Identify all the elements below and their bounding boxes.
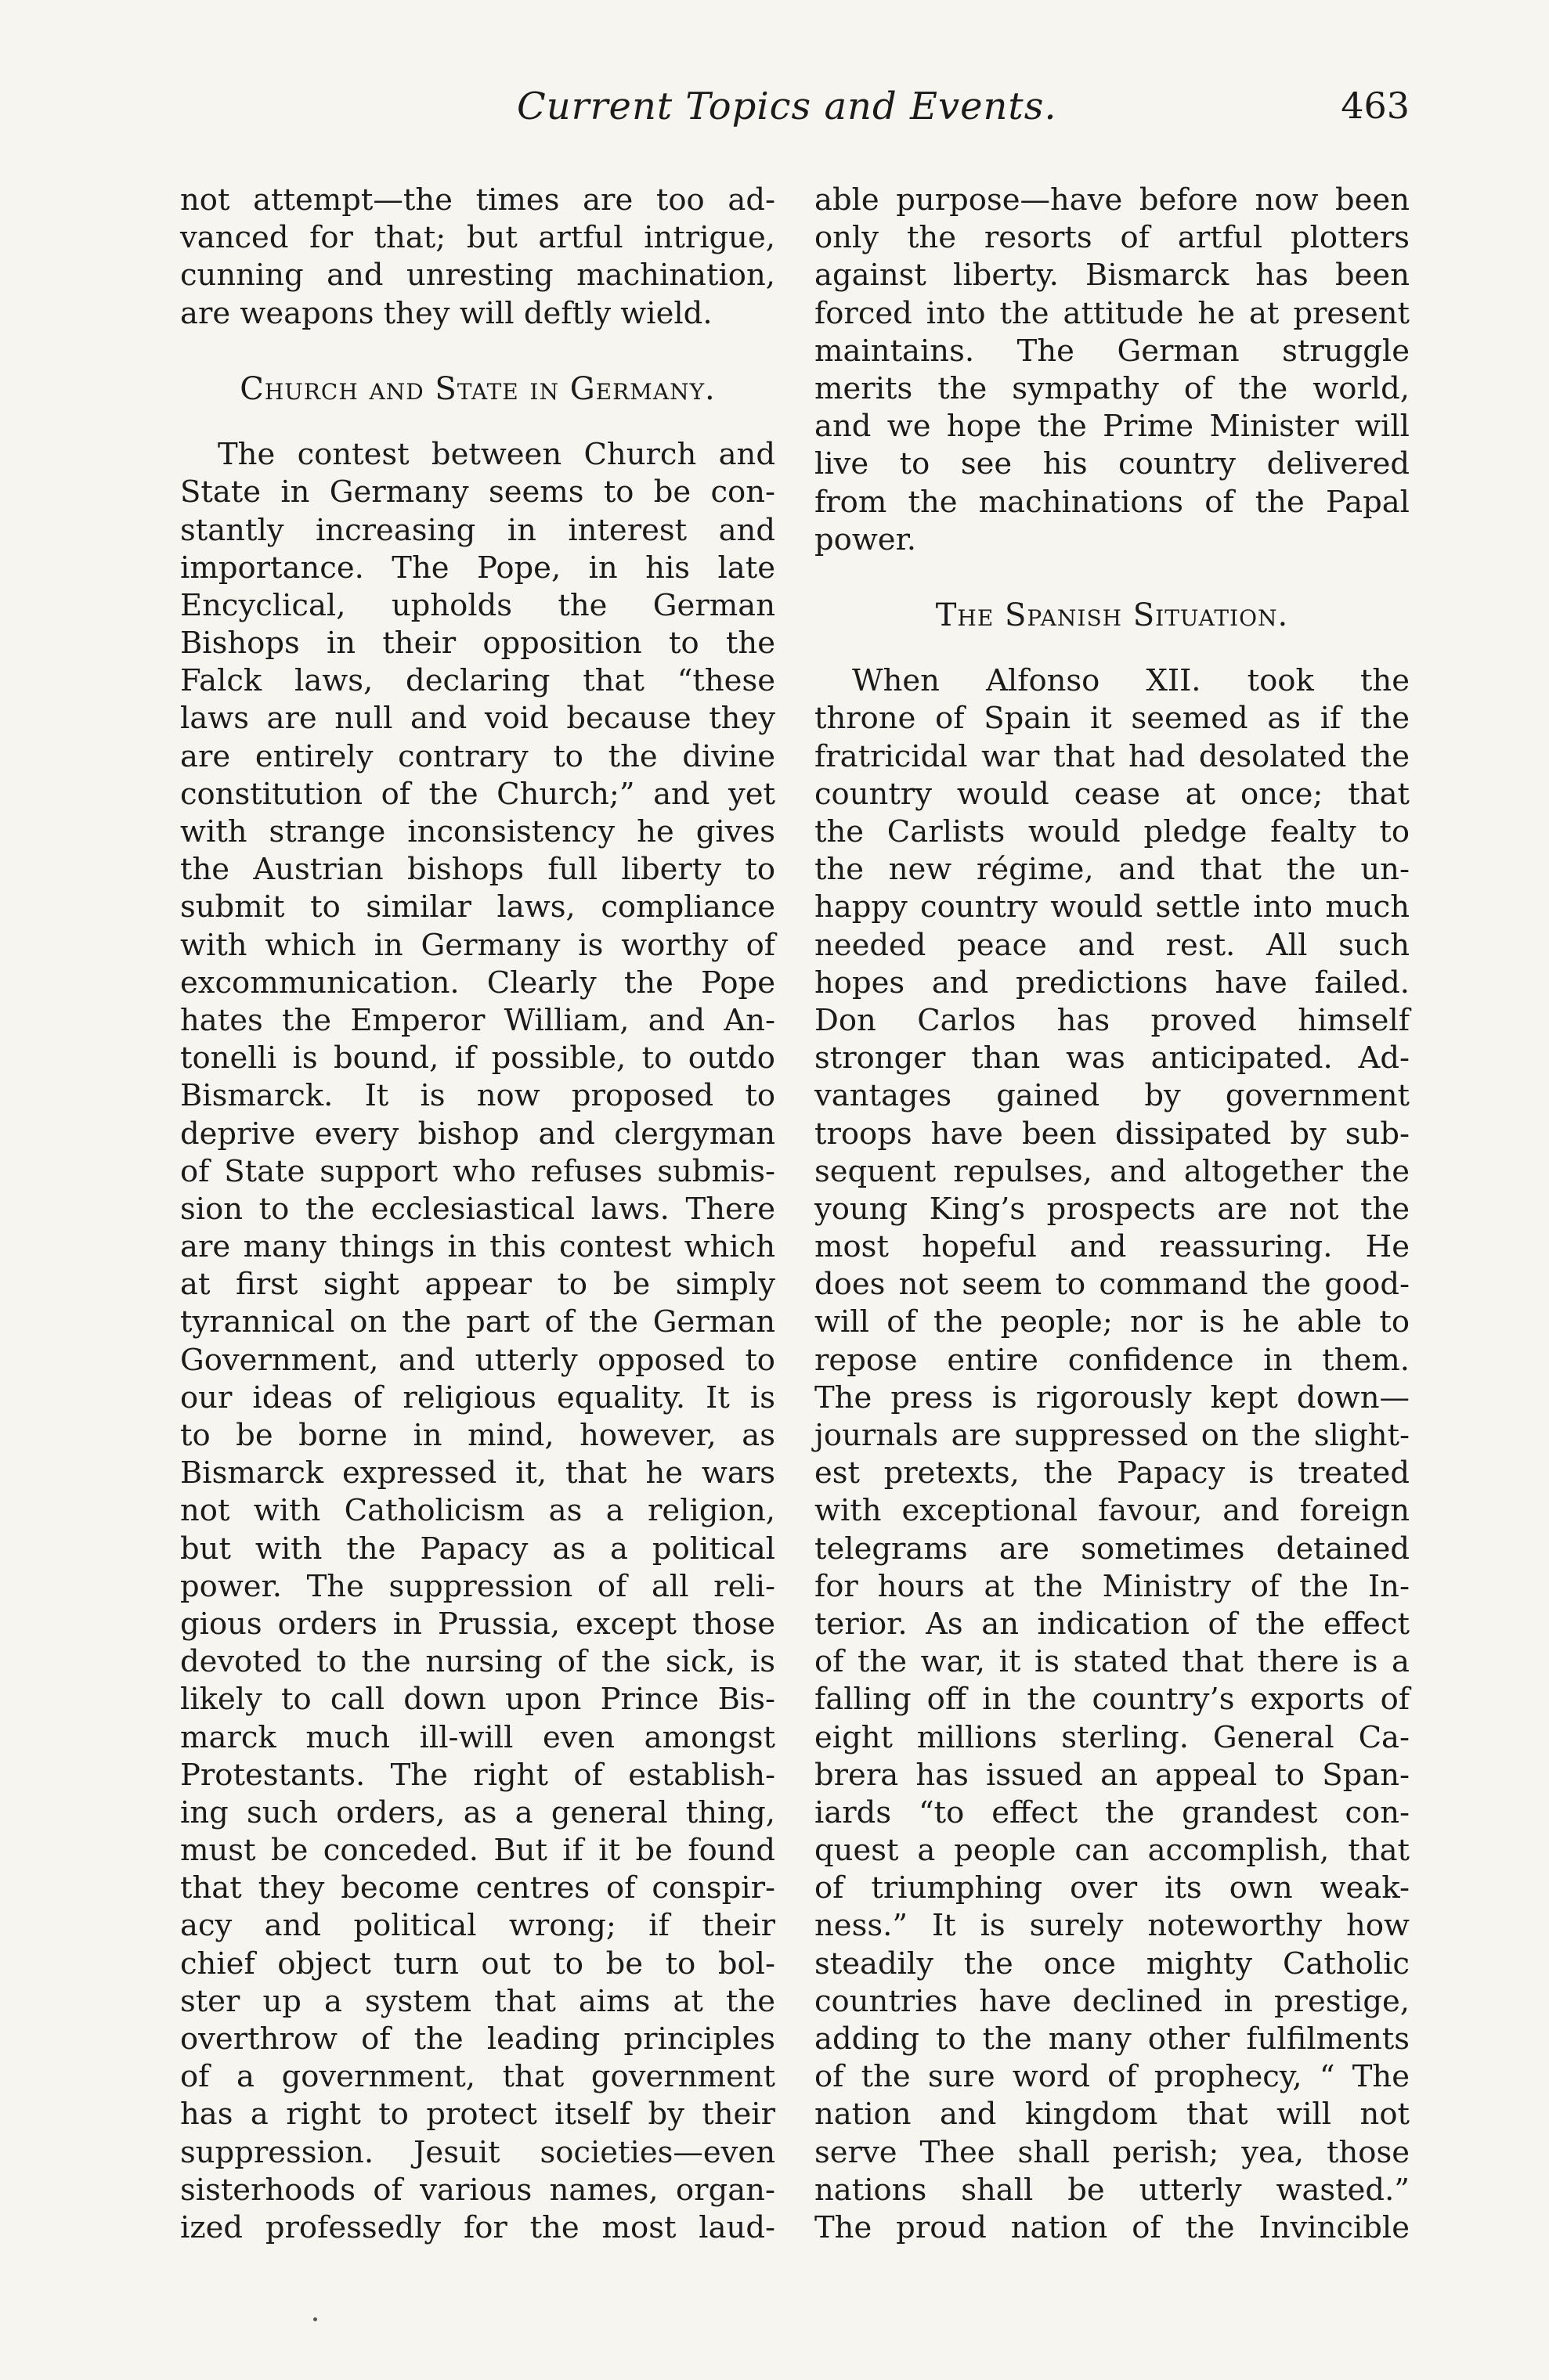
text-line: nation and kingdom that will not: [814, 2097, 1410, 2133]
text-line: When Alfonso XII. took the: [852, 663, 1410, 699]
text-line: our ideas of religious equality. It is: [180, 1379, 775, 1415]
text-line: repose entire confidence in them.: [814, 1342, 1410, 1378]
text-line: devoted to the nursing of the sick, is: [180, 1644, 775, 1680]
text-line: ing such orders, as a general thing,: [180, 1794, 775, 1830]
text-line: but with the Papacy as a political: [180, 1531, 775, 1567]
text-line: chief object turn out to be to bol-: [180, 1945, 775, 1982]
text-line: are entirely contrary to the divine: [180, 738, 775, 774]
running-title: Current Topics and Events.: [517, 85, 1057, 128]
spacer: [814, 634, 1410, 662]
text-line: does not seem to command the good-: [814, 1267, 1410, 1303]
text-line: acy and political wrong; if their: [180, 1908, 775, 1944]
text-line: to be borne in mind, however, as: [180, 1418, 775, 1453]
text-line: serve Thee shall perish; yea, those: [814, 2134, 1410, 2170]
left-intro-paragraph: [180, 182, 775, 333]
text-line: stantly increasing in interest and: [180, 512, 775, 548]
text-line: of the sure word of prophecy, “ The: [814, 2059, 1410, 2095]
text-line: excommunication. Clearly the Pope: [180, 965, 775, 1001]
section-heading-spanish-situation: The Spanish Situation.: [935, 597, 1289, 634]
text-line: gious orders in Prussia, except those: [180, 1606, 775, 1642]
text-line: fratricidal war that had desolated the: [814, 738, 1410, 774]
text-line: quest a people can accomplish, that: [814, 1833, 1410, 1869]
text-line: power. The suppression of all reli-: [180, 1568, 775, 1604]
text-line: journals are suppressed on the slight-: [814, 1418, 1410, 1453]
text-line: for hours at the Ministry of the In-: [814, 1568, 1410, 1604]
text-line: happy country would settle into much: [814, 889, 1410, 925]
spacer: [180, 333, 775, 370]
text-line: marck much ill-will even amongst: [180, 1719, 775, 1755]
text-line: with which in Germany is worthy of: [180, 927, 775, 963]
text-line: Bismarck. It is now proposed to: [180, 1078, 775, 1114]
text-line: The proud nation of the Invincible: [814, 2209, 1410, 2245]
text-line: Falck laws, declaring that “these: [180, 663, 775, 699]
text-line: ness.” It is surely noteworthy how: [814, 1908, 1410, 1944]
text-line: only the resorts of artful plotters: [814, 220, 1410, 256]
text-line: ized professedly for the most laud-: [180, 2209, 775, 2245]
text-line: Don Carlos has proved himself: [814, 1002, 1410, 1038]
text-line: sequent repulses, and altogether the: [814, 1153, 1410, 1189]
text-line: Bishops in their opposition to the: [180, 626, 775, 662]
spacer: [814, 559, 1410, 597]
text-line: that they become centres of conspir-: [180, 1870, 775, 1906]
text-line: against liberty. Bismarck has been: [814, 258, 1410, 294]
text-line: merits the sympathy of the world,: [814, 370, 1410, 406]
text-line: of State support who refuses submis-: [180, 1153, 775, 1189]
text-line: are weapons they will deftly wield.: [180, 295, 713, 331]
text-line: of triumphing over its own weak-: [814, 1870, 1410, 1906]
text-line: the Carlists would pledge fealty to: [814, 814, 1410, 849]
right-column: [814, 182, 1410, 2247]
text-line: maintains. The German struggle: [814, 333, 1410, 369]
text-line: able purpose—have before now been: [814, 182, 1410, 218]
text-line: from the machinations of the Papal: [814, 484, 1410, 520]
text-line: submit to similar laws, compliance: [180, 889, 775, 925]
text-line: deprive every bishop and clergyman: [180, 1116, 775, 1152]
text-line: throne of Spain it seemed as if the: [814, 701, 1410, 737]
text-line: Bismarck expressed it, that he wars: [180, 1455, 775, 1491]
text-line: State in Germany seems to be con-: [180, 474, 775, 510]
text-line: Encyclical, upholds the German: [180, 587, 775, 623]
text-line: nations shall be utterly wasted.”: [814, 2172, 1410, 2208]
text-line: suppression. Jesuit societies—even: [180, 2134, 775, 2170]
text-line: Protestants. The right of establish-: [180, 1757, 775, 1793]
text-line: must be conceded. But if it be found: [180, 1833, 775, 1869]
church-and-state-article: [180, 436, 775, 2247]
text-line: forced into the attitude he at present: [814, 295, 1410, 331]
text-line: hates the Emperor William, and An-: [180, 1002, 775, 1038]
text-line: hopes and predictions have failed.: [814, 965, 1410, 1001]
text-line: of the war, it is stated that there is a: [814, 1644, 1410, 1680]
text-line: iards “to effect the grandest con-: [814, 1794, 1410, 1830]
text-line: and we hope the Prime Minister will: [814, 409, 1410, 445]
text-line: will of the people; nor is he able to: [814, 1304, 1410, 1340]
text-line: has a right to protect itself by their: [180, 2097, 775, 2133]
spanish-situation-article: [814, 662, 1410, 2247]
text-line: needed peace and rest. All such: [814, 927, 1410, 963]
text-line: vanced for that; but artful intrigue,: [180, 220, 775, 256]
text-line: adding to the many other fulfilments: [814, 2021, 1410, 2057]
text-line: most hopeful and reassuring. He: [814, 1229, 1410, 1265]
text-line: are many things in this contest which: [180, 1229, 775, 1265]
text-line: live to see his country delivered: [814, 446, 1410, 482]
text-line: importance. The Pope, in his late: [180, 550, 775, 586]
stray-ink-dot: [313, 2317, 317, 2321]
text-line: telegrams are sometimes detained: [814, 1531, 1410, 1567]
text-line: sisterhoods of various names, organ-: [180, 2172, 775, 2208]
text-line: power.: [814, 521, 916, 557]
text-line: with exceptional favour, and foreign: [814, 1493, 1410, 1529]
text-line: tyrannical on the part of the German: [180, 1304, 775, 1340]
text-line: tonelli is bound, if possible, to outdo: [180, 1040, 775, 1076]
text-line: likely to call down upon Prince Bis-: [180, 1682, 775, 1718]
section-heading-church-and-state: Church and State in Germany.: [240, 370, 716, 407]
text-line: brera has issued an appeal to Span-: [814, 1757, 1410, 1793]
text-line: at first sight appear to be simply: [180, 1267, 775, 1303]
text-line: cunning and unresting machination,: [180, 258, 775, 294]
text-line: troops have been dissipated by sub-: [814, 1116, 1410, 1152]
spacer: [180, 408, 775, 436]
running-head: [180, 85, 1410, 139]
text-line: stronger than was anticipated. Ad-: [814, 1040, 1410, 1076]
text-line: constitution of the Church;” and yet: [180, 776, 775, 812]
text-line: with strange inconsistency he gives: [180, 814, 775, 849]
text-line: ster up a system that aims at the: [180, 1983, 775, 2019]
text-line: steadily the once mighty Catholic: [814, 1945, 1410, 1982]
text-line: not with Catholicism as a religion,: [180, 1493, 775, 1529]
text-line: laws are null and void because they: [180, 701, 775, 737]
text-line: overthrow of the leading principles: [180, 2021, 775, 2057]
text-line: young King’s prospects are not the: [814, 1191, 1410, 1227]
text-line: country would cease at once; that: [814, 776, 1410, 812]
text-line: of a government, that government: [180, 2059, 775, 2095]
text-line: sion to the ecclesiastical laws. There: [180, 1191, 775, 1227]
text-line: terior. As an indication of the effect: [814, 1606, 1410, 1642]
text-line: the new régime, and that the un-: [814, 852, 1410, 888]
right-intro-paragraph: [814, 182, 1410, 559]
left-column: [180, 182, 775, 2247]
text-line: countries have declined in prestige,: [814, 1983, 1410, 2019]
text-line: The contest between Church and: [218, 437, 775, 473]
text-line: Government, and utterly opposed to: [180, 1342, 775, 1378]
text-line: The press is rigorously kept down—: [814, 1379, 1410, 1415]
text-line: not attempt—the times are too ad-: [180, 182, 775, 218]
page-number: 463: [1341, 85, 1410, 127]
text-line: falling off in the country’s exports of: [814, 1682, 1410, 1718]
text-line: eight millions sterling. General Ca-: [814, 1719, 1410, 1755]
text-line: the Austrian bishops full liberty to: [180, 852, 775, 888]
text-line: vantages gained by government: [814, 1078, 1410, 1114]
text-line: est pretexts, the Papacy is treated: [814, 1455, 1410, 1491]
